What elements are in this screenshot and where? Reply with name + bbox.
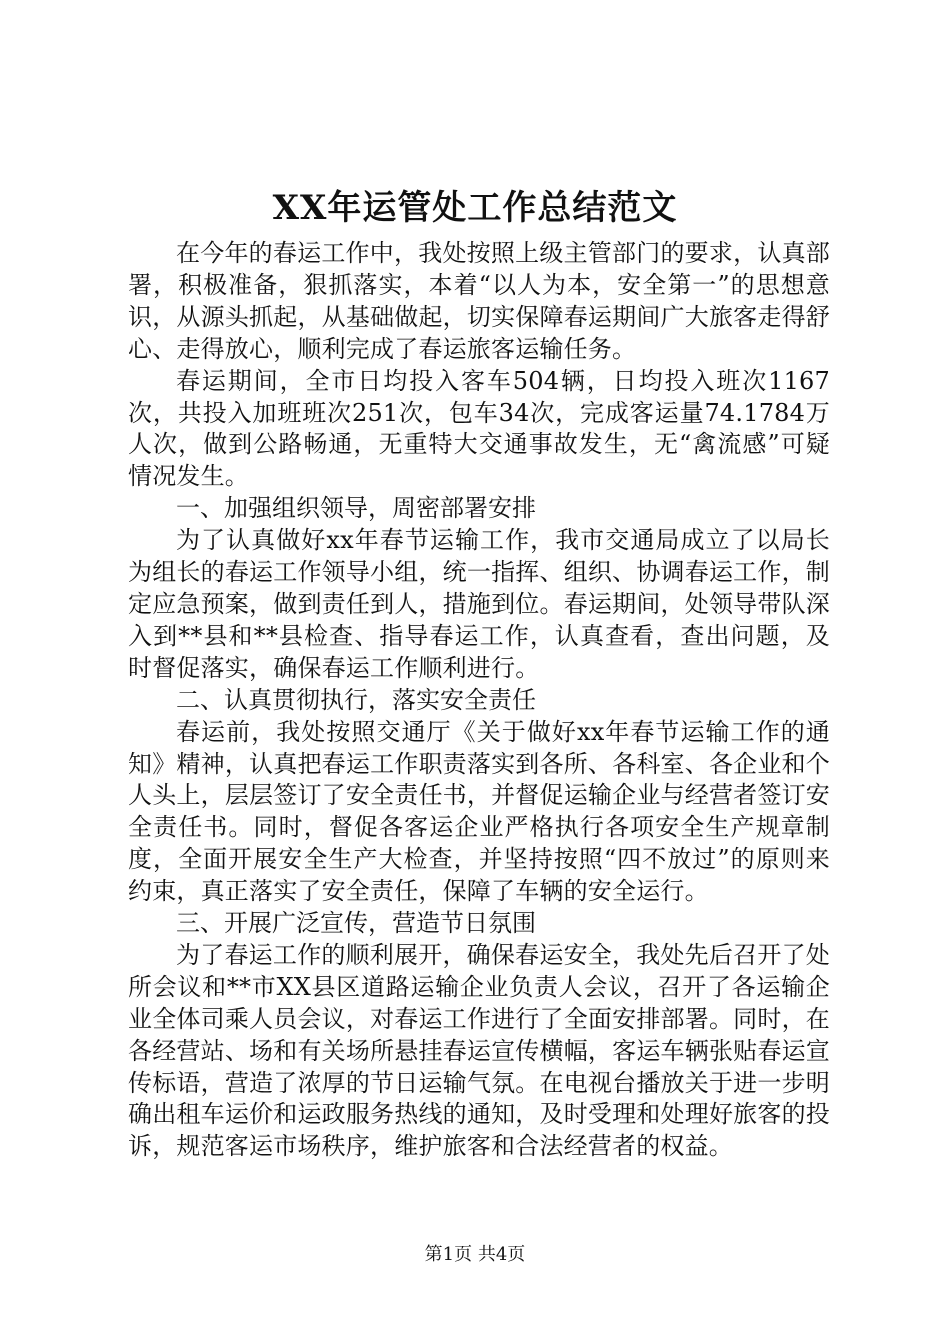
paragraph-statistics: 春运期间，全市日均投入客车504辆，日均投入班次1167次，共投入加班班次251次，包车34次，完成客运量74.1784万人次，做到公路畅通，无重特大交通事故发生，无“禽流感”可疑情况发生。 [128, 366, 830, 491]
section-heading-2: 二、认真贯彻执行，落实安全责任 [176, 685, 536, 714]
paragraph-section-1: 为了认真做好xx年春节运输工作，我市交通局成立了以局长为组长的春运工作领导小组，统一指挥、组织、协调春运工作，制定应急预案，做到责任到人，措施到位。春运期间，处领导带队深入到**县和**县检查、指导春运工作，认真查看，查出问题，及时督促落实，确保春运工作顺利进行。 [128, 526, 830, 682]
section-heading-1: 一、加强组织领导，周密部署安排 [176, 494, 536, 523]
document-body [128, 238, 830, 1163]
paragraph-section-2: 春运前，我处按照交通厅《关于做好xx年春节运输工作的通知》精神，认真把春运工作职责落实到各所、各科室、各企业和个人头上，层层签订了安全责任书，并督促运输企业与经营者签订安全责任书。同时，督促各客运企业严格执行各项安全生产规章制度，全面开展安全生产大检查，并坚持按照“四不放过”的原则来约束，真正落实了安全责任，保障了车辆的安全运行。 [128, 717, 830, 906]
page-number-footer: 第1页 共4页 [424, 1244, 526, 1265]
document-title: XX年运管处工作总结范文 [272, 188, 678, 228]
paragraph-section-3: 为了春运工作的顺利展开，确保春运安全，我处先后召开了处所会议和**市XX县区道路运输企业负责人会议，召开了各运输企业全体司乘人员会议，对春运工作进行了全面安排部署。同时，在各经营站、场和有关场所悬挂春运宣传横幅，客运车辆张贴春运宣传标语，营造了浓厚的节日运输气氛。在电视台播放关于进一步明确出租车运价和运政服务热线的通知，及时受理和处理好旅客的投诉，规范客运市场秩序，维护旅客和合法经营者的权益。 [128, 940, 830, 1161]
section-heading-3: 三、开展广泛宣传，营造节日氛围 [176, 909, 536, 938]
paragraph-intro: 在今年的春运工作中，我处按照上级主管部门的要求，认真部署，积极准备，狠抓落实，本着“以人为本，安全第一”的思想意识，从源头抓起，从基础做起，切实保障春运期间广大旅客走得舒心、走得放心，顺利完成了春运旅客运输任务。 [128, 239, 830, 363]
